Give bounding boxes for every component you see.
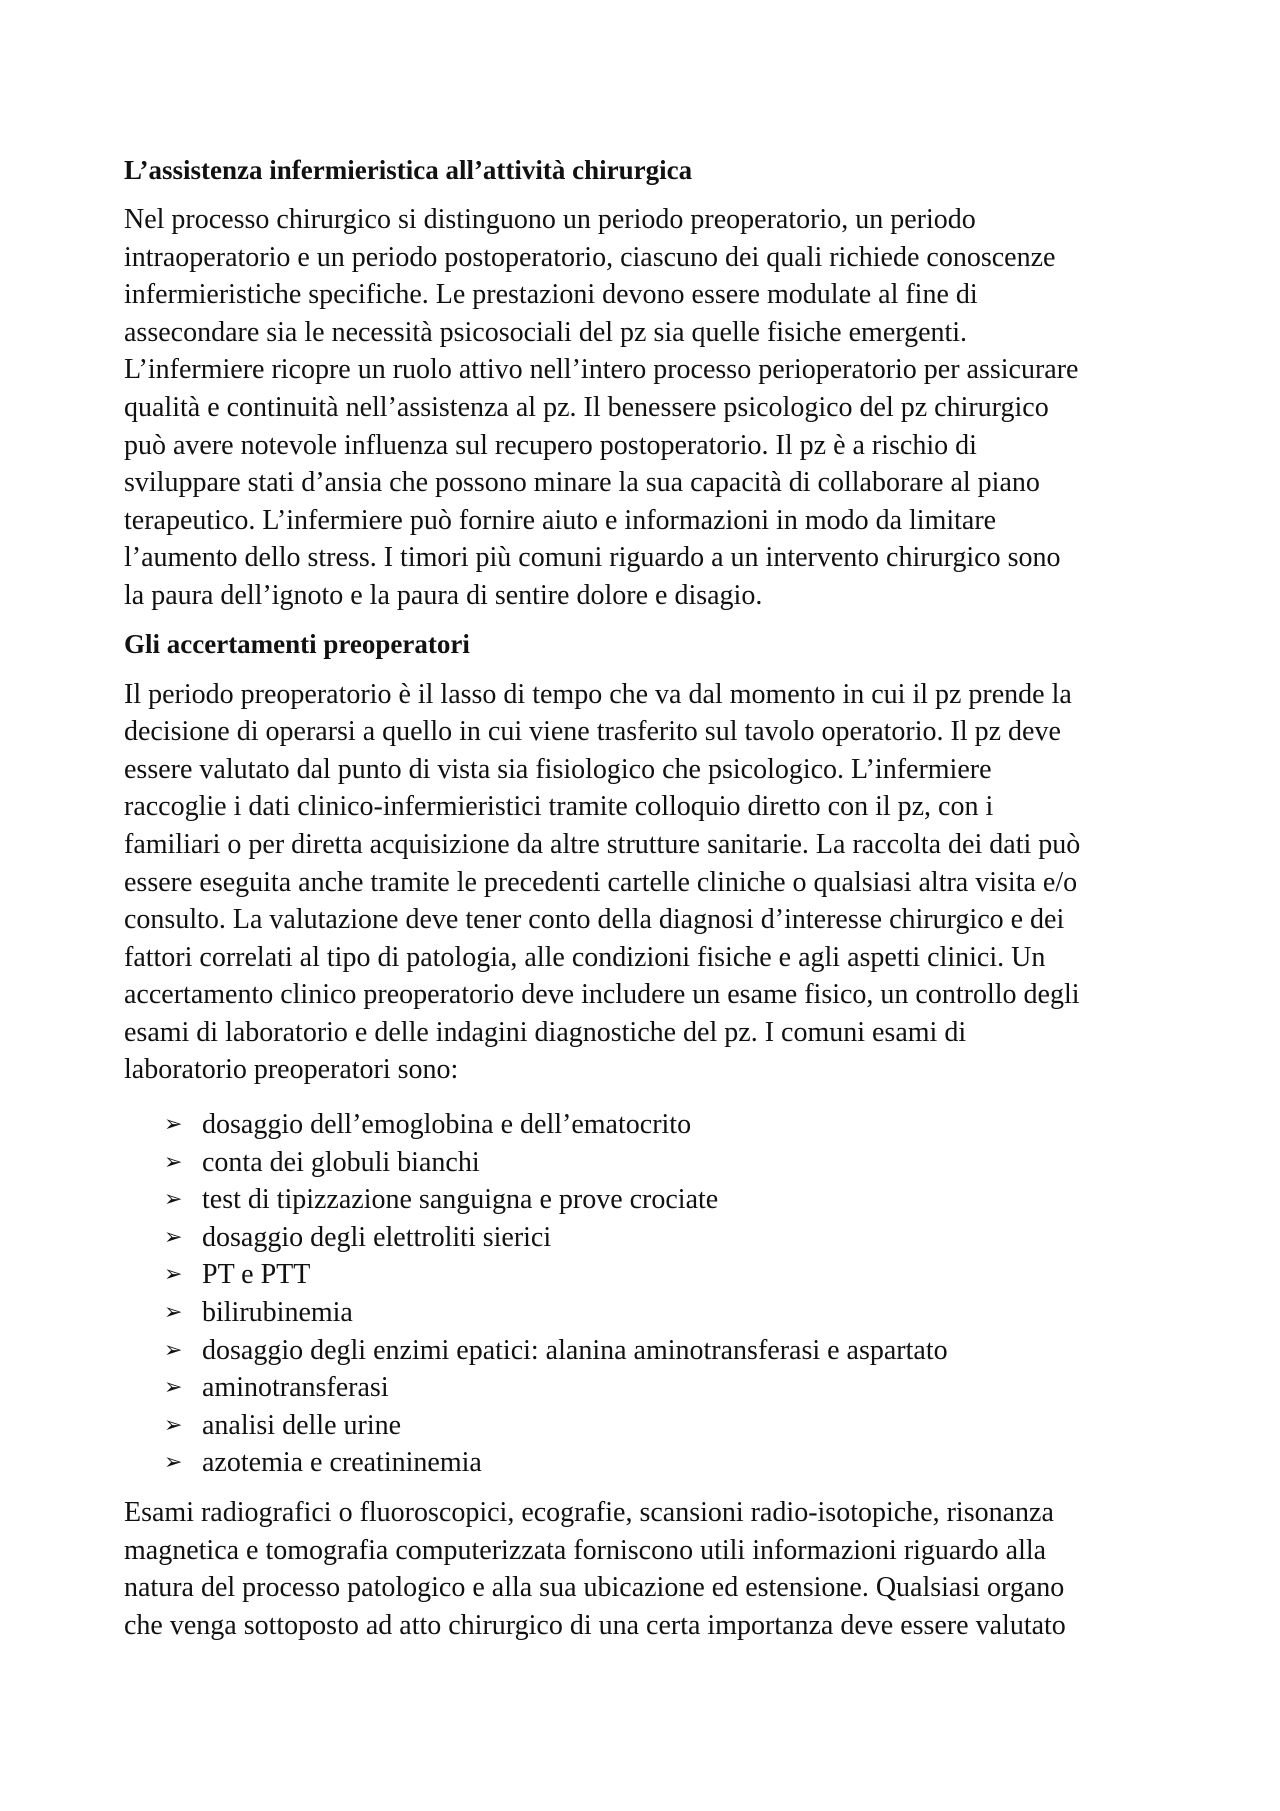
section-heading-nursing-care: L’assistenza infermieristica all’attività chirurgica — [124, 155, 693, 185]
text-line: la paura dell’ignoto e la paura di sentire dolore e disagio. — [124, 579, 763, 611]
list-item — [164, 1294, 1174, 1332]
list-item-text: test di tipizzazione sanguigna e prove crociate — [202, 1184, 719, 1216]
text-line: terapeutico. L’infermiere può fornire aiuto e informazioni in modo da limitare — [124, 504, 997, 536]
text-line: l’aumento dello stress. I timori più comuni riguardo a un intervento chirurgico sono — [124, 542, 1061, 574]
text-line: può avere notevole influenza sul recupero postoperatorio. Il pz è a rischio di — [124, 429, 977, 461]
text-line: decisione di operarsi a quello in cui viene trasferito sul tavolo operatorio. Il pz deve — [124, 716, 1061, 748]
text-line: laboratorio preoperatori sono: — [124, 1054, 459, 1086]
text-line: intraoperatorio e un periodo postoperatorio, ciascuno dei quali richiede conoscenze — [124, 241, 1056, 273]
text-line: Il periodo preoperatorio è il lasso di tempo che va dal momento in cui il pz prende la — [124, 678, 1072, 710]
list-item — [164, 1219, 1174, 1257]
text-line: qualità e continuità nell’assistenza al pz. Il benessere psicologico del pz chirurgico — [124, 391, 1049, 423]
list-item-text: azotemia e creatininemia — [202, 1447, 482, 1479]
list-item — [164, 1106, 1174, 1144]
arrow-bullet-icon: ➢ — [164, 1337, 183, 1363]
arrow-bullet-icon: ➢ — [164, 1187, 183, 1213]
paragraph-imaging — [124, 1494, 1174, 1644]
list-item — [164, 1332, 1174, 1370]
text-line: familiari o per diretta acquisizione da altre strutture sanitarie. La raccolta dei dati può — [124, 828, 1081, 860]
text-line: accertamento clinico preoperatorio deve includere un esame fisico, un controllo degli — [124, 979, 1080, 1011]
arrow-bullet-icon: ➢ — [164, 1112, 183, 1138]
arrow-bullet-icon: ➢ — [164, 1375, 183, 1401]
arrow-bullet-icon: ➢ — [164, 1224, 183, 1250]
text-line: raccoglie i dati clinico-infermieristici tramite colloquio diretto con il pz, con i — [124, 791, 994, 823]
list-item — [164, 1407, 1174, 1445]
list-item-text: dosaggio dell’emoglobina e dell’ematocrito — [202, 1109, 692, 1141]
text-line: L’infermiere ricopre un ruolo attivo nell’intero processo perioperatorio per assicurare — [124, 354, 1079, 386]
list-item-text: aminotransferasi — [202, 1372, 389, 1404]
list-item — [164, 1181, 1174, 1219]
arrow-bullet-icon: ➢ — [164, 1300, 183, 1326]
arrow-bullet-icon: ➢ — [164, 1149, 183, 1175]
text-line: sviluppare stati d’ansia che possono minare la sua capacità di collaborare al piano — [124, 467, 1040, 499]
list-item — [164, 1369, 1174, 1407]
list-item — [164, 1444, 1174, 1482]
section-heading-preoperative-assessment: Gli accertamenti preoperatori — [124, 628, 470, 659]
list-item-text: dosaggio degli enzimi epatici: alanina aminotransferasi e aspartato — [202, 1334, 948, 1366]
text-line: che venga sottoposto ad atto chirurgico di una certa importanza deve essere valutato — [124, 1609, 1066, 1641]
lab-exams-list — [124, 1106, 1174, 1482]
text-line: Esami radiografici o fluoroscopici, ecografie, scansioni radio-isotopiche, risonanza — [124, 1497, 1054, 1528]
arrow-bullet-icon: ➢ — [164, 1450, 183, 1476]
text-line: natura del processo patologico e alla sua ubicazione ed estensione. Qualsiasi organo — [124, 1572, 1065, 1604]
text-line: assecondare sia le necessità psicosociali del pz sia quelle fisiche emergenti. — [124, 316, 968, 348]
text-line: esami di laboratorio e delle indagini diagnostiche del pz. I comuni esami di — [124, 1016, 967, 1048]
list-item-text: bilirubinemia — [202, 1297, 353, 1329]
list-item-text: analisi delle urine — [202, 1409, 402, 1441]
list-item-text: dosaggio degli elettroliti sierici — [202, 1221, 552, 1253]
text-line: essere valutato dal punto di vista sia fisiologico che psicologico. L’infermiere — [124, 753, 992, 785]
text-line: magnetica e tomografia computerizzata forniscono utili informazioni riguardo alla — [124, 1534, 1047, 1566]
list-item — [164, 1144, 1174, 1182]
document-body — [124, 152, 1174, 1644]
paragraph-preoperative — [124, 676, 1174, 1090]
text-line: fattori correlati al tipo di patologia, alle condizioni fisiche e agli aspetti clinici. Un — [124, 941, 1046, 973]
list-item-text: PT e PTT — [202, 1259, 311, 1291]
text-line: consulto. La valutazione deve tener conto della diagnosi d’interesse chirurgico e dei — [124, 904, 1065, 936]
text-line: essere eseguita anche tramite le precedenti cartelle cliniche o qualsiasi altra visita e/o — [124, 866, 1078, 898]
paragraph-intro — [124, 201, 1174, 615]
list-item-text: conta dei globuli bianchi — [202, 1146, 480, 1178]
text-line: infermieristiche specifiche. Le prestazioni devono essere modulate al fine di — [124, 279, 978, 311]
arrow-bullet-icon: ➢ — [164, 1262, 183, 1288]
text-line: Nel processo chirurgico si distinguono un periodo preoperatorio, un periodo — [124, 204, 976, 235]
list-item — [164, 1256, 1174, 1294]
arrow-bullet-icon: ➢ — [164, 1412, 183, 1438]
